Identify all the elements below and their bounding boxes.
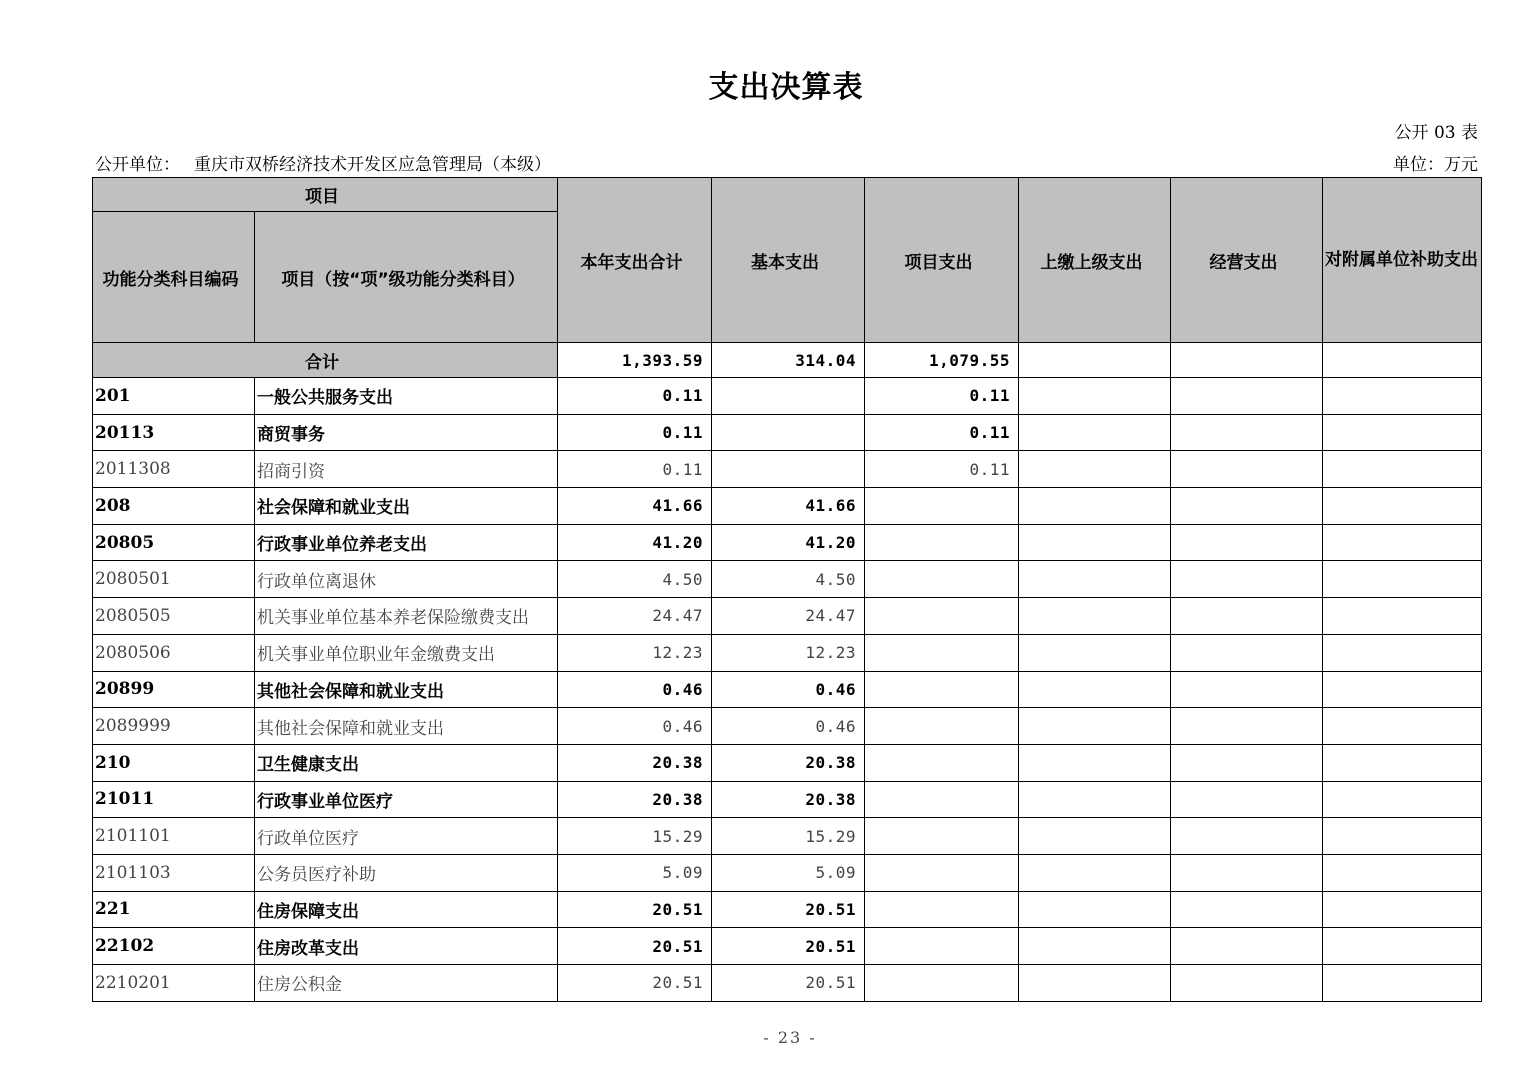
cell-total: 0.46 bbox=[558, 671, 712, 708]
cell-subsidy bbox=[1323, 891, 1482, 928]
cell-code: 22102 bbox=[93, 928, 255, 965]
cell-subsidy bbox=[1323, 634, 1482, 671]
cell-business bbox=[1171, 488, 1323, 525]
cell-project: 0.11 bbox=[865, 414, 1019, 451]
cell-name: 公务员医疗补助 bbox=[255, 854, 558, 891]
cell-project bbox=[865, 891, 1019, 928]
cell-total: 0.11 bbox=[558, 451, 712, 488]
unit-name: 重庆市双桥经济技术开发区应急管理局（本级） bbox=[194, 155, 551, 175]
cell-subsidy bbox=[1323, 561, 1482, 598]
total-cell-total: 1,393.59 bbox=[558, 343, 712, 378]
cell-upper bbox=[1019, 378, 1171, 415]
cell-code: 208 bbox=[93, 488, 255, 525]
cell-business bbox=[1171, 414, 1323, 451]
cell-total: 0.46 bbox=[558, 708, 712, 745]
cell-basic: 0.46 bbox=[712, 671, 865, 708]
cell-subsidy bbox=[1323, 708, 1482, 745]
table-row bbox=[93, 891, 1482, 928]
cell-business bbox=[1171, 524, 1323, 561]
cell-project bbox=[865, 634, 1019, 671]
cell-name: 卫生健康支出 bbox=[255, 744, 558, 781]
header-subsidy: 对附属单位补助支出 bbox=[1323, 178, 1482, 343]
header-name: 项目（按“项”级功能分类科目） bbox=[255, 212, 558, 343]
cell-total: 41.66 bbox=[558, 488, 712, 525]
cell-code: 2080506 bbox=[93, 634, 255, 671]
cell-project bbox=[865, 708, 1019, 745]
cell-business bbox=[1171, 671, 1323, 708]
cell-upper bbox=[1019, 414, 1171, 451]
cell-basic: 24.47 bbox=[712, 598, 865, 635]
cell-subsidy bbox=[1323, 671, 1482, 708]
cell-total: 0.11 bbox=[558, 378, 712, 415]
cell-project bbox=[865, 818, 1019, 855]
cell-business bbox=[1171, 854, 1323, 891]
cell-basic: 4.50 bbox=[712, 561, 865, 598]
cell-business bbox=[1171, 744, 1323, 781]
cell-basic bbox=[712, 378, 865, 415]
cell-code: 2210201 bbox=[93, 965, 255, 1002]
cell-upper bbox=[1019, 781, 1171, 818]
table-row bbox=[93, 671, 1482, 708]
cell-project bbox=[865, 965, 1019, 1002]
cell-basic: 41.66 bbox=[712, 488, 865, 525]
cell-subsidy bbox=[1323, 414, 1482, 451]
cell-subsidy bbox=[1323, 744, 1482, 781]
cell-basic bbox=[712, 451, 865, 488]
cell-basic: 20.38 bbox=[712, 744, 865, 781]
cell-subsidy bbox=[1323, 965, 1482, 1002]
cell-basic: 20.51 bbox=[712, 965, 865, 1002]
money-unit: 单位：万元 bbox=[1393, 155, 1478, 175]
table-row bbox=[93, 451, 1482, 488]
cell-business bbox=[1171, 561, 1323, 598]
cell-basic: 0.46 bbox=[712, 708, 865, 745]
cell-project: 0.11 bbox=[865, 451, 1019, 488]
cell-project bbox=[865, 524, 1019, 561]
header-basic: 基本支出 bbox=[712, 178, 865, 343]
cell-total: 20.38 bbox=[558, 744, 712, 781]
cell-upper bbox=[1019, 561, 1171, 598]
table-row bbox=[93, 524, 1482, 561]
cell-code: 221 bbox=[93, 891, 255, 928]
cell-upper bbox=[1019, 451, 1171, 488]
table-row bbox=[93, 854, 1482, 891]
cell-total: 24.47 bbox=[558, 598, 712, 635]
total-cell-project: 1,079.55 bbox=[865, 343, 1019, 378]
total-label: 合计 bbox=[93, 343, 558, 378]
cell-business bbox=[1171, 891, 1323, 928]
cell-business bbox=[1171, 781, 1323, 818]
form-number: 公开 03 表 bbox=[1394, 123, 1478, 143]
cell-upper bbox=[1019, 708, 1171, 745]
cell-code: 20805 bbox=[93, 524, 255, 561]
total-cell-subsidy bbox=[1323, 343, 1482, 378]
table-row bbox=[93, 561, 1482, 598]
cell-subsidy bbox=[1323, 928, 1482, 965]
table-row bbox=[93, 928, 1482, 965]
header-upper-payment: 上缴上级支出 bbox=[1019, 178, 1171, 343]
cell-code: 21011 bbox=[93, 781, 255, 818]
cell-name: 招商引资 bbox=[255, 451, 558, 488]
header-business: 经营支出 bbox=[1171, 178, 1323, 343]
expenditure-table bbox=[92, 177, 1482, 1002]
cell-basic: 5.09 bbox=[712, 854, 865, 891]
total-row bbox=[93, 343, 1482, 378]
total-cell-basic: 314.04 bbox=[712, 343, 865, 378]
cell-code: 2080501 bbox=[93, 561, 255, 598]
header-total: 本年支出合计 bbox=[558, 178, 712, 343]
cell-subsidy bbox=[1323, 854, 1482, 891]
cell-business bbox=[1171, 928, 1323, 965]
cell-total: 0.11 bbox=[558, 414, 712, 451]
cell-upper bbox=[1019, 818, 1171, 855]
table-row bbox=[93, 781, 1482, 818]
cell-code: 2080505 bbox=[93, 598, 255, 635]
cell-business bbox=[1171, 634, 1323, 671]
page-number: - 23 - bbox=[763, 1028, 817, 1047]
cell-basic: 15.29 bbox=[712, 818, 865, 855]
cell-code: 2089999 bbox=[93, 708, 255, 745]
cell-code: 210 bbox=[93, 744, 255, 781]
table-row bbox=[93, 818, 1482, 855]
cell-project bbox=[865, 561, 1019, 598]
header-project: 项目 bbox=[93, 178, 558, 212]
cell-subsidy bbox=[1323, 818, 1482, 855]
cell-name: 商贸事务 bbox=[255, 414, 558, 451]
cell-total: 20.51 bbox=[558, 928, 712, 965]
cell-project bbox=[865, 928, 1019, 965]
cell-upper bbox=[1019, 854, 1171, 891]
cell-total: 41.20 bbox=[558, 524, 712, 561]
cell-subsidy bbox=[1323, 524, 1482, 561]
cell-business bbox=[1171, 965, 1323, 1002]
cell-code: 20113 bbox=[93, 414, 255, 451]
cell-basic: 20.51 bbox=[712, 891, 865, 928]
cell-total: 12.23 bbox=[558, 634, 712, 671]
reporting-unit bbox=[95, 150, 551, 175]
cell-code: 201 bbox=[93, 378, 255, 415]
cell-subsidy bbox=[1323, 488, 1482, 525]
table-row bbox=[93, 708, 1482, 745]
cell-name: 行政事业单位养老支出 bbox=[255, 524, 558, 561]
cell-upper bbox=[1019, 965, 1171, 1002]
cell-name: 住房公积金 bbox=[255, 965, 558, 1002]
cell-business bbox=[1171, 708, 1323, 745]
cell-upper bbox=[1019, 524, 1171, 561]
cell-name: 住房改革支出 bbox=[255, 928, 558, 965]
cell-basic bbox=[712, 414, 865, 451]
table-row bbox=[93, 414, 1482, 451]
page-title: 支出决算表 bbox=[708, 70, 864, 105]
header-code: 功能分类科目编码 bbox=[93, 212, 255, 343]
cell-total: 20.51 bbox=[558, 965, 712, 1002]
cell-code: 2011308 bbox=[93, 451, 255, 488]
cell-upper bbox=[1019, 928, 1171, 965]
cell-upper bbox=[1019, 744, 1171, 781]
cell-name: 其他社会保障和就业支出 bbox=[255, 671, 558, 708]
cell-total: 4.50 bbox=[558, 561, 712, 598]
cell-upper bbox=[1019, 671, 1171, 708]
cell-name: 行政事业单位医疗 bbox=[255, 781, 558, 818]
cell-total: 20.38 bbox=[558, 781, 712, 818]
cell-basic: 20.51 bbox=[712, 928, 865, 965]
cell-name: 行政单位离退休 bbox=[255, 561, 558, 598]
cell-name: 机关事业单位基本养老保险缴费支出 bbox=[255, 598, 558, 635]
cell-project: 0.11 bbox=[865, 378, 1019, 415]
cell-basic: 20.38 bbox=[712, 781, 865, 818]
cell-name: 机关事业单位职业年金缴费支出 bbox=[255, 634, 558, 671]
cell-basic: 12.23 bbox=[712, 634, 865, 671]
cell-name: 社会保障和就业支出 bbox=[255, 488, 558, 525]
cell-project bbox=[865, 854, 1019, 891]
cell-project bbox=[865, 671, 1019, 708]
cell-total: 15.29 bbox=[558, 818, 712, 855]
cell-project bbox=[865, 598, 1019, 635]
table-row bbox=[93, 598, 1482, 635]
cell-upper bbox=[1019, 634, 1171, 671]
table-row bbox=[93, 634, 1482, 671]
header-project-expenditure: 项目支出 bbox=[865, 178, 1019, 343]
cell-name: 行政单位医疗 bbox=[255, 818, 558, 855]
cell-project bbox=[865, 488, 1019, 525]
cell-business bbox=[1171, 818, 1323, 855]
total-cell-upper bbox=[1019, 343, 1171, 378]
cell-total: 5.09 bbox=[558, 854, 712, 891]
table-row bbox=[93, 378, 1482, 415]
cell-subsidy bbox=[1323, 598, 1482, 635]
cell-basic: 41.20 bbox=[712, 524, 865, 561]
cell-business bbox=[1171, 598, 1323, 635]
cell-business bbox=[1171, 451, 1323, 488]
cell-upper bbox=[1019, 891, 1171, 928]
cell-name: 住房保障支出 bbox=[255, 891, 558, 928]
cell-subsidy bbox=[1323, 378, 1482, 415]
cell-subsidy bbox=[1323, 781, 1482, 818]
cell-total: 20.51 bbox=[558, 891, 712, 928]
cell-name: 一般公共服务支出 bbox=[255, 378, 558, 415]
cell-code: 20899 bbox=[93, 671, 255, 708]
cell-project bbox=[865, 744, 1019, 781]
total-cell-business bbox=[1171, 343, 1323, 378]
table-row bbox=[93, 488, 1482, 525]
cell-upper bbox=[1019, 488, 1171, 525]
cell-code: 2101101 bbox=[93, 818, 255, 855]
cell-subsidy bbox=[1323, 451, 1482, 488]
cell-name: 其他社会保障和就业支出 bbox=[255, 708, 558, 745]
table-row bbox=[93, 744, 1482, 781]
cell-code: 2101103 bbox=[93, 854, 255, 891]
cell-project bbox=[865, 781, 1019, 818]
unit-label: 公开单位： bbox=[95, 155, 180, 175]
cell-upper bbox=[1019, 598, 1171, 635]
cell-business bbox=[1171, 378, 1323, 415]
table-row bbox=[93, 965, 1482, 1002]
